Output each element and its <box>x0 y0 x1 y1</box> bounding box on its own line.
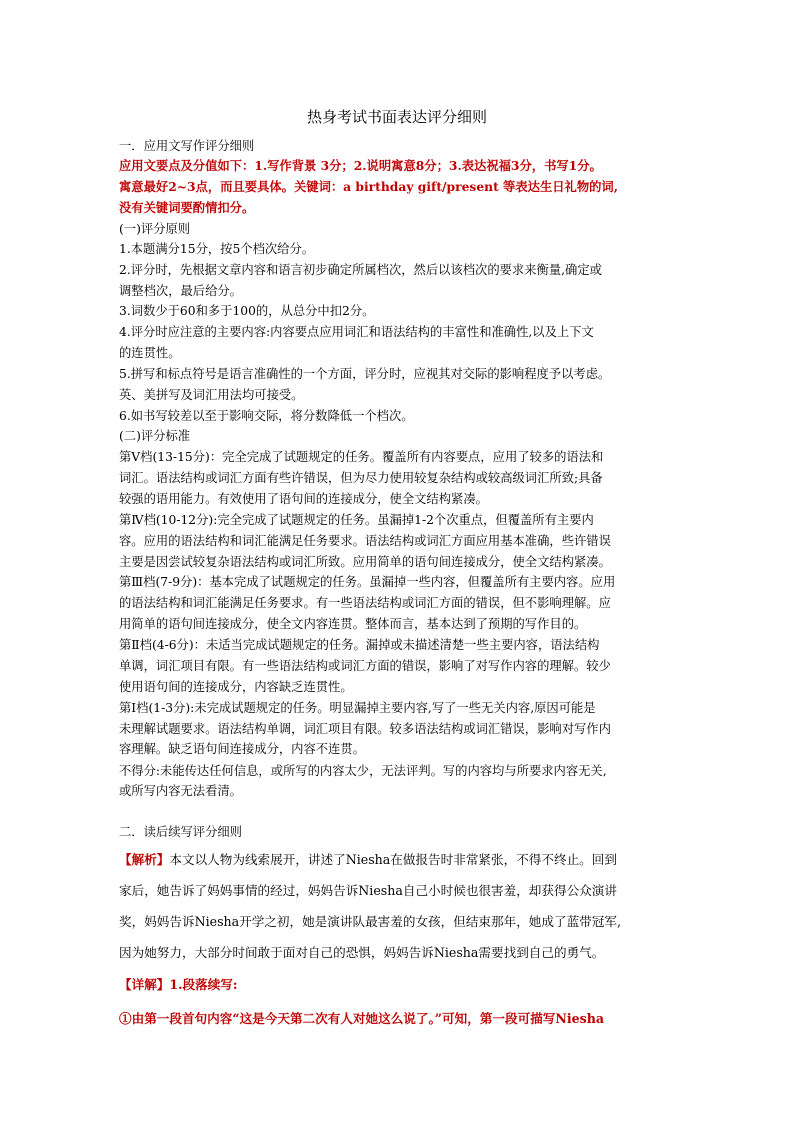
text-line-32: 或所写内容无法看清。 <box>119 784 242 798</box>
text-line-22: 第Ⅲ档(7-9分)：基本完成了试题规定的任务。虽漏掉一些内容，但覆盖所有主要内容。应用 <box>119 575 616 589</box>
text-line-6: 1.本题满分15分，按5个档次给分。 <box>119 242 315 256</box>
text-line-18: 较强的语用能力。有效使用了语句间的连接成分，使全文结构紧凑。 <box>119 492 488 506</box>
text-line-7: 2.评分时，先根据文章内容和语言初步确定所属档次，然后以该档次的要求来衡量,确定或 <box>119 263 602 277</box>
text-line-26: 单调，词汇项目有限。有一些语法结构或词汇方面的错误，影响了对写作内容的理解。较少 <box>119 659 611 673</box>
text-line-31: 不得分:未能传达任何信息，或所写的内容太少，无法评判。写的内容均与所要求内容无关, <box>119 764 607 778</box>
text-line-2: 应用文要点及分值如下：1.写作背景 3分；2.说明寓意8分；3.表达祝福3分，书写1分。 <box>119 158 602 173</box>
text-line-24: 用简单的语句间连接成分，使全文内容连贯。整体而言，基本达到了预期的写作目的。 <box>119 617 587 631</box>
text-line-20: 容。应用的语法结构和词汇能满足任务要求。语法结构或词汇方面应用基本准确，些许错误 <box>119 534 611 548</box>
text-line-3: 寓意最好2~3点，而且要具体。关键词：a birthday gift/present 等表达生日礼物的词, <box>119 179 619 194</box>
text-line-27: 使用语句间的连接成分，内容缺乏连贯性。 <box>119 680 353 694</box>
analysis-line-2: 家后，她告诉了妈妈事情的经过，妈妈告诉Niesha自己小时候也很害羞，却获得公众演讲 <box>119 883 617 898</box>
analysis-line-4: 因为她努力，大部分时间敢于面对自己的恐惧，妈妈告诉Niesha需要找到自己的勇气。 <box>119 945 605 960</box>
text-line-9: 3.词数少于60和多于100的，从总分中扣2分。 <box>119 304 375 318</box>
text-line-25: 第Ⅱ档(4-6分)：未适当完成试题规定的任务。漏掉或未描述清楚一些主要内容，语法结构 <box>119 638 600 652</box>
analysis-line-1 <box>119 849 617 871</box>
detail-item-1: ①由第一段首句内容“这是今天第二次有人对她这么说了。”可知，第一段可描写Niesha <box>119 1011 605 1026</box>
text-line-12: 5.拼写和标点符号是语言准确性的一个方面，评分时，应视其对交际的影响程度予以考虑。 <box>119 367 611 381</box>
text-line-11: 的连贯性。 <box>119 346 181 360</box>
text-line-4: 没有关键词要酌情扣分。 <box>119 200 255 215</box>
text-line-29: 未理解试题要求。语法结构单调，词汇项目有限。较多语法结构或词汇错误，影响对写作内 <box>119 722 611 736</box>
detail-heading: 【详解】1.段落续写: <box>119 977 238 992</box>
text-line-19: 第Ⅳ档(10-12分):完全完成了试题规定的任务。虽漏掉1-2个次重点，但覆盖所有主要内 <box>119 513 594 527</box>
text-line-15: (二)评分标准 <box>119 429 191 443</box>
text-line-1: 一．应用文写作评分细则 <box>119 139 255 153</box>
text-line-10: 4.评分时应注意的主要内容:内容要点应用词汇和语法结构的丰富性和准确性,以及上下文 <box>119 325 594 339</box>
text-line-13: 英、美拼写及词汇用法均可接受。 <box>119 388 304 402</box>
analysis-line-3: 奖，妈妈告诉Niesha开学之初，她是演讲队最害羞的女孩，但结束那年，她成了蓝带冠军, <box>119 914 621 929</box>
text-line-17: 词汇。语法结构或词汇方面有些许错误，但为尽力使用较复杂结构或较高级词汇所致;具备 <box>119 471 603 485</box>
text-line-16: 第Ⅴ档(13-15分)：完全完成了试题规定的任务。覆盖所有内容要点，应用了较多的语法和 <box>119 450 604 464</box>
analysis-lead: 【解析】 <box>119 852 170 867</box>
text-line-8: 调整档次，最后给分。 <box>119 284 242 298</box>
text-line-21: 主要是因尝试较复杂语法结构或词汇所致。应用简单的语句间连接成分，使全文结构紧凑。 <box>119 555 611 569</box>
text-line-30: 容理解。缺乏语句间连接成分，内容不连贯。 <box>119 742 365 756</box>
analysis-text-1: 本文以人物为线索展开，讲述了Niesha在做报告时非常紧张，不得不终止。回到 <box>169 852 617 867</box>
text-line-14: 6.如书写较差以至于影响交际，将分数降低一个档次。 <box>119 409 414 423</box>
text-line-28: 第Ⅰ档(1-3分):未完成试题规定的任务。明显漏掉主要内容,写了一些无关内容,原因可能是 <box>119 701 596 715</box>
text-line-5: (一)评分原则 <box>119 222 191 236</box>
page-title: 热身考试书面表达评分细则 <box>306 108 487 126</box>
text-line-23: 的语法结构和词汇能满足任务要求。有一些语法结构或词汇方面的错误，但不影响理解。应 <box>119 596 611 610</box>
text-line-33: 二．读后续写评分细则 <box>119 825 242 839</box>
